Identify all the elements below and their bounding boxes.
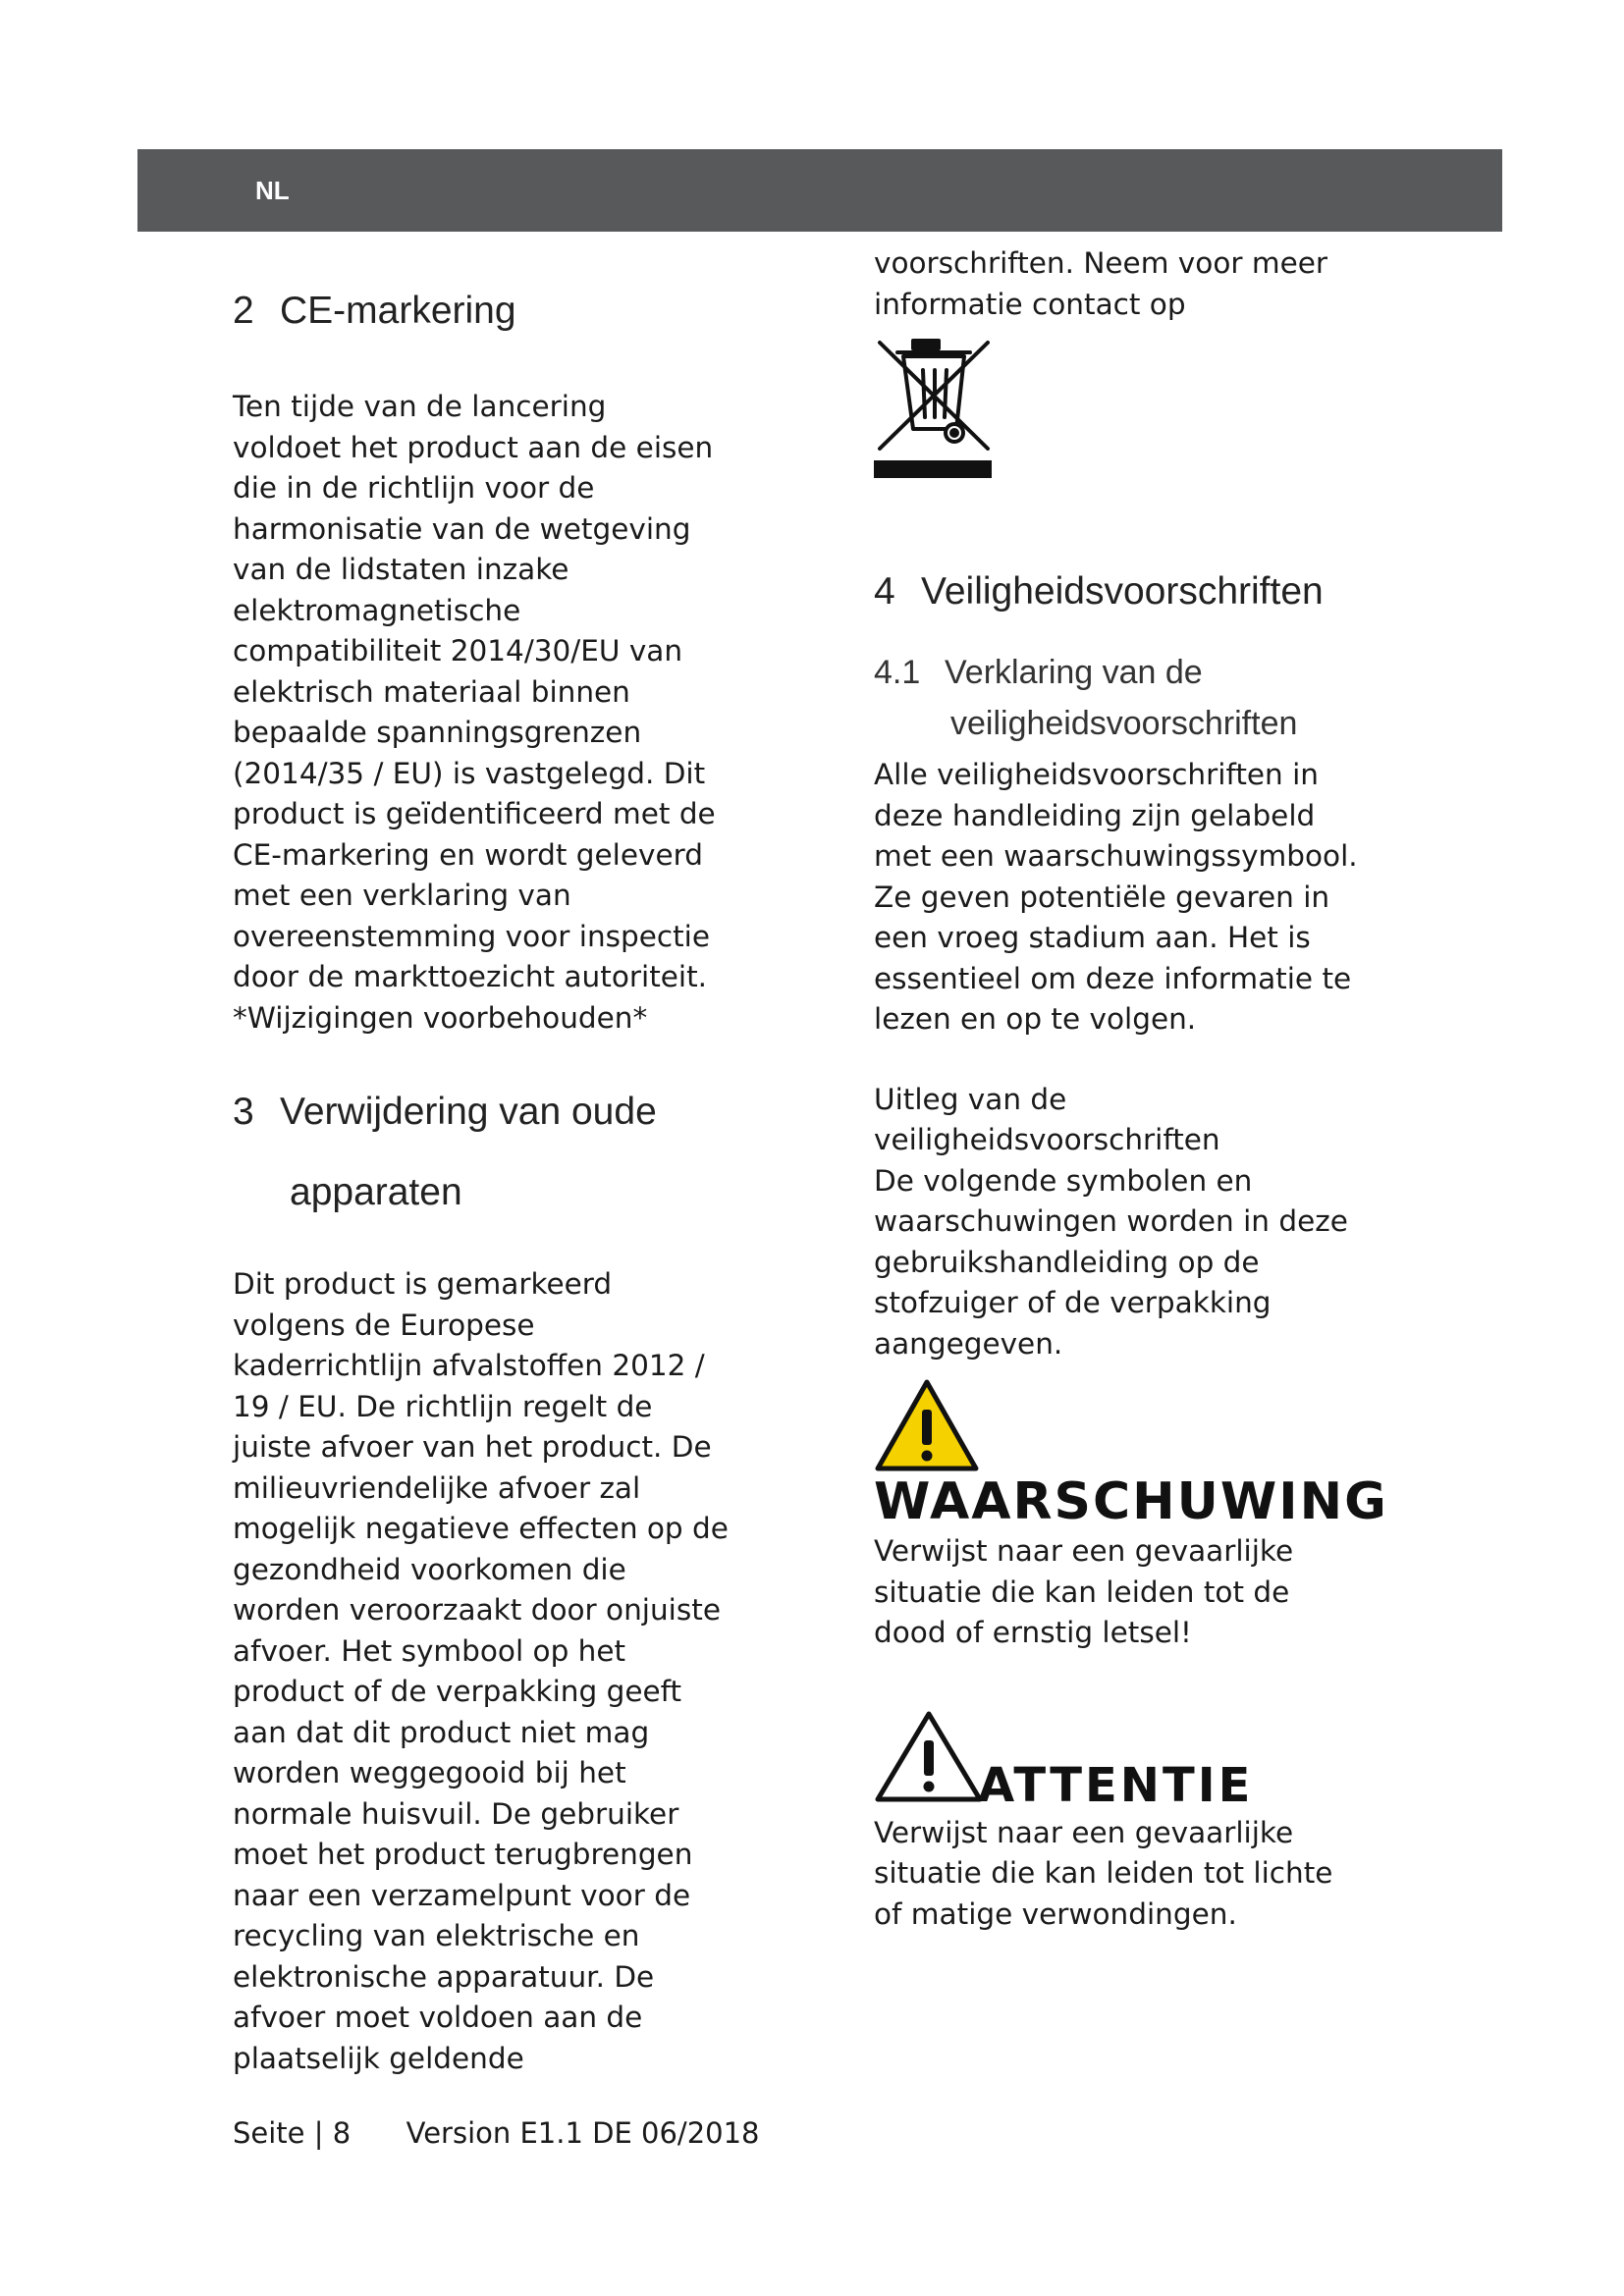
section-3-title-line1: Verwijdering van oude — [280, 1091, 657, 1133]
document-version: Version E1.1 DE 06/2018 — [406, 2116, 760, 2150]
section-3-title-line2: apparaten — [290, 1171, 462, 1213]
symbols-explanation: Uitleg van de veiligheidsvoorschriften De volgende symbolen en waarschuwingen worden in deze gebruikshandleiding op de stofzuiger of de verpakking aangegeven. — [874, 1082, 1348, 1361]
attention-title: ATTENTIE — [978, 1757, 1254, 1813]
section-4-1-number: 4.1 — [874, 654, 921, 691]
section-4-1-title-line2: veiligheidsvoorschriften — [950, 705, 1298, 742]
section-2-number: 2 — [233, 290, 254, 332]
yellow-warning-triangle-icon — [874, 1378, 980, 1472]
left-column — [233, 275, 783, 2079]
language-label: NL — [255, 176, 290, 205]
section-4-1-body: Alle veiligheidsvoorschriften in deze handleiding zijn gelabeld met een waarschuwingssymbool. Ze geven potentiële gevaren in een vroeg stadium aan. Het is essentieel om deze informatie te lezen en op te volgen. — [874, 758, 1358, 1036]
section-4-heading — [874, 562, 1424, 621]
crossed-out-wheelie-bin-icon — [874, 335, 996, 482]
section-3-number: 3 — [233, 1091, 254, 1133]
warning-block — [874, 1378, 1424, 1654]
right-column — [874, 243, 1424, 1935]
section-4-title: Veiligheidsvoorschriften — [921, 570, 1324, 613]
page-footer — [233, 2116, 760, 2150]
outline-warning-triangle-icon — [874, 1709, 984, 1803]
section-3-continuation: voorschriften. Neem voor meer informatie contact op — [874, 246, 1328, 321]
section-4-1-title-line1: Verklaring van de — [945, 654, 1203, 691]
page-number: Seite | 8 — [233, 2116, 352, 2150]
section-2-title: CE-markering — [280, 290, 516, 332]
section-3-body: Dit product is gemarkeerd volgens de Europese kaderrichtlijn afvalstoffen 2012 / 19 / EU. De richtlijn regelt de juiste afvoer van het product. De milieuvriendelijke afvoer zal mogelijk negatieve effecten op de gezondheid voorkomen die worden veroorzaakt door onjuiste afvoer. Het symbool op het product of de verpakking geeft aan dat dit product niet mag worden weggegooid bij het normale huisvuil. De gebruiker moet het product terugbrengen naar een verzamelpunt voor de recycling van elektrische en elektronische apparatuur. De afvoer moet voldoen aan de plaatselijk geldende — [233, 1267, 729, 2075]
section-4-1-heading — [874, 647, 1424, 698]
attention-block — [874, 1709, 1424, 1813]
header-bar — [137, 149, 1502, 232]
section-2-heading — [233, 275, 783, 347]
section-2-body: Ten tijde van de lancering voldoet het product aan de eisen die in de richtlijn voor de harmonisatie van de wetgeving van de lidstaten inzake elektromagnetische compatibiliteit 2014/30/EU van elektrisch materiaal binnen bepaalde spanningsgrenzen (2014/35 / EU) is vastgelegd. Dit product is geïdentificeerd met de CE-markering en wordt geleverd met een verklaring van overeenstemming voor inspectie door de markttoezicht autoriteit. *Wijzigingen voorbehouden* — [233, 390, 716, 1035]
section-4-number: 4 — [874, 570, 895, 613]
warning-title: WAARSCHUWING — [874, 1472, 1388, 1531]
warning-text: Verwijst naar een gevaarlijke situatie die kan leiden tot de dood of ernstig letsel! — [874, 1534, 1294, 1649]
attention-text: Verwijst naar een gevaarlijke situatie die kan leiden tot lichte of matige verwondingen. — [874, 1815, 1333, 1931]
section-3-heading — [233, 1072, 783, 1233]
